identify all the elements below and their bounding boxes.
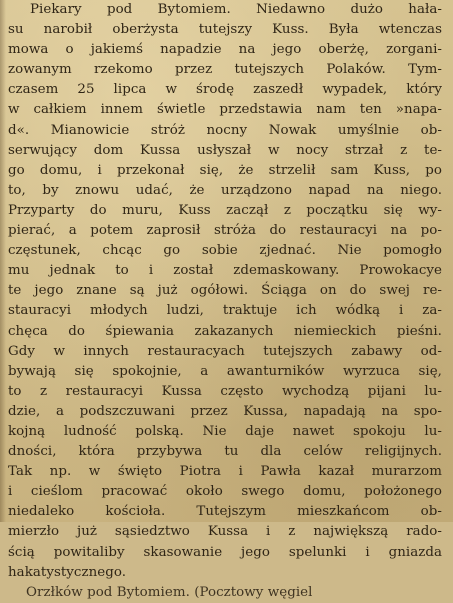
article-line: zowanym rzekomo przez tutejszych Polaków. Tym- <box>8 62 442 78</box>
article-line: mierzło już sąsiedztwo Kussa i z największą rado- <box>8 524 442 540</box>
article-line: go domu, i przekonał się, że strzelił sam Kuss, po <box>8 162 442 178</box>
article-line: dności, która przybywa tu dla celów religijnych. <box>8 444 442 460</box>
article-line: kojną ludność polską. Nie daje nawet spokoju lu- <box>8 423 442 439</box>
article-line: czasem 25 lipca w środę zaszedł wypadek, który <box>8 82 442 98</box>
article-line: w całkiem innem świetle przedstawia nam ten »napa- <box>8 102 442 118</box>
article-line: hakatystycznego. <box>8 564 127 580</box>
article-line: Przyparty do muru, Kuss zaczął z początku się wy- <box>8 202 442 218</box>
article-line: d«. Mianowicie stróż nocny Nowak umyślnie ob- <box>8 122 442 138</box>
article-column <box>8 0 442 603</box>
article-line: Gdy w innych restauracyach tutejszych zabawy od- <box>8 343 442 359</box>
article-line: serwujący dom Kussa usłyszał w nocy strzał z te- <box>8 142 442 158</box>
article-line: niedaleko kościoła. Tutejszym mieszkańcom ob- <box>8 504 442 520</box>
article-line: to z restauracyi Kussa często wychodzą pijani lu- <box>8 383 442 399</box>
article-line: i cieślom pracować około swego domu, położonego <box>8 484 442 500</box>
article-line: pierać, a potem zaprosił stróża do restauracyi na po- <box>8 223 442 239</box>
article-line: częstunek, chcąc go sobie zjednać. Nie pomogło <box>8 243 442 259</box>
article-line: mu jednak to i został zdemaskowany. Prowokacye <box>8 263 442 279</box>
article-line: Tak np. w święto Piotra i Pawła kazał murarzom <box>8 464 442 480</box>
article-line: to, by znowu udać, że urządzono napad na niego. <box>8 182 442 198</box>
article-line: su narobił oberżysta tutejszy Kuss. Była wtenczas <box>8 22 442 38</box>
page-edge-shadow <box>0 0 6 522</box>
article-line: ścią powitaliby skasowanie jego spelunki i gniazda <box>8 544 442 560</box>
article-line: te jego znane są już ogółowi. Ściąga on do swej re- <box>8 283 442 299</box>
article-line: Piekary pod Bytomiem. Niedawno dużo hała- <box>30 2 442 17</box>
article-line: stauracyi młodych ludzi, traktuje ich wódką i za- <box>8 303 442 319</box>
article-line: chęca do śpiewania zakazanych niemieckich pieśni. <box>8 323 442 339</box>
article-line: mowa o jakiemś napadzie na jego oberżę, zorgani- <box>8 42 442 58</box>
article-line: bywają się spokojnie, a awanturników wyrzuca się, <box>8 363 442 379</box>
article-line: dzie, a podszczuwani przez Kussa, napadają na spo- <box>8 403 442 419</box>
next-article-fragment: Orzłków pod Bytomiem. (Pocztowy węgiel <box>26 584 313 600</box>
